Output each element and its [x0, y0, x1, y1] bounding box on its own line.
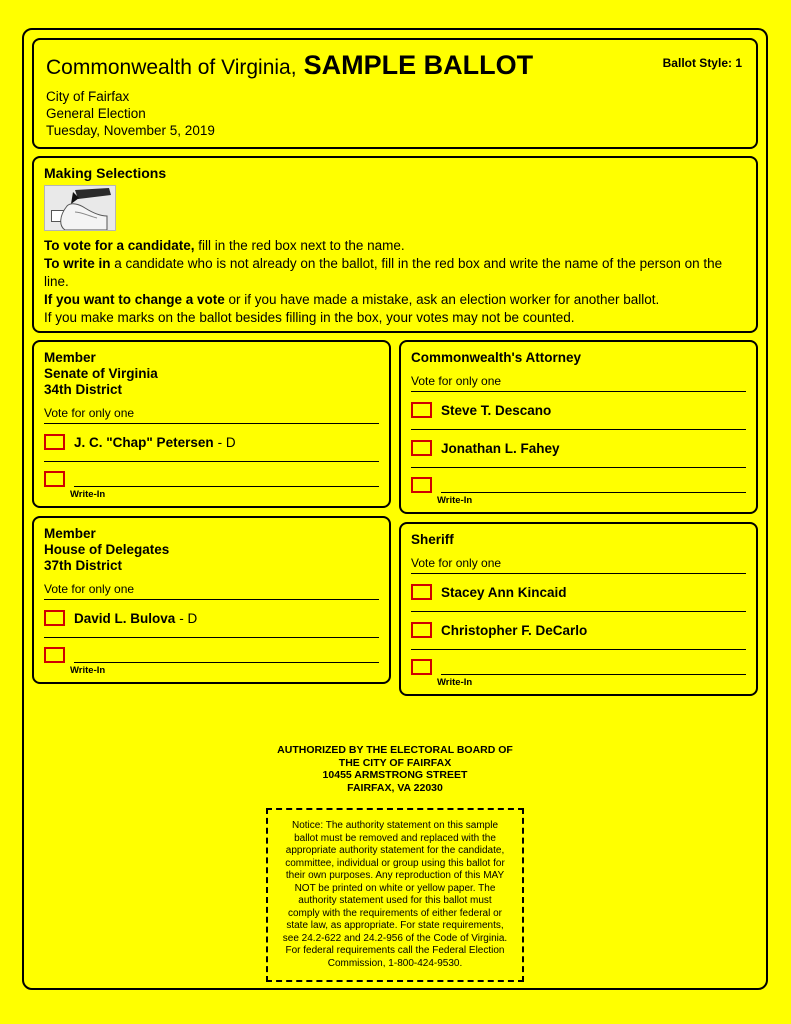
- candidate-option[interactable]: [411, 392, 746, 430]
- write-in-line[interactable]: [441, 478, 746, 493]
- candidate-name: J. C. "Chap" Petersen: [74, 434, 214, 450]
- write-in-label: Write-In: [437, 677, 473, 688]
- vote-box-icon[interactable]: [44, 610, 65, 626]
- write-in-row[interactable]: [44, 471, 379, 487]
- sample-ballot-title: SAMPLE BALLOT: [303, 50, 534, 80]
- ballot-footer: [32, 744, 758, 982]
- ballot-style-label: Ballot Style: 1: [662, 56, 742, 70]
- candidate-option[interactable]: [44, 424, 379, 462]
- contest-title-line: Commonwealth's Attorney: [411, 350, 581, 365]
- contest-senate-of-virginia: [32, 340, 391, 508]
- write-in-option[interactable]: [44, 638, 379, 676]
- candidate-option[interactable]: [411, 612, 746, 650]
- ballot-title: [46, 50, 744, 81]
- making-selections-section: [32, 156, 758, 333]
- write-in-option[interactable]: [411, 650, 746, 688]
- vote-box-icon[interactable]: [44, 471, 65, 487]
- candidate-name: Jonathan L. Fahey: [441, 440, 560, 456]
- contest-title-line: Sheriff: [411, 532, 454, 547]
- write-in-line[interactable]: [74, 472, 379, 487]
- contest-grid: [32, 340, 758, 696]
- making-selections-heading: Making Selections: [44, 165, 167, 181]
- vote-box-icon[interactable]: [411, 477, 432, 493]
- sample-ballot: [22, 28, 768, 990]
- notice-box: Notice: The authority statement on this sample ballot must be removed and replaced with the appropriate authority statement for the candidate, committee, individual or group using this ballot for their own purposes. Any reproduction of this MAY NOT be printed on white or yellow paper. The authority statement used for this ballot must comply with the requirements of either federal or state law, as appropriate. For state requirements, see 24.2-622 and 24.2-956 of the Code of Virginia. For federal requirements call the Federal Election Commission, 1-800-424-9530.: [266, 808, 524, 982]
- vote-box-icon[interactable]: [411, 402, 432, 418]
- contest-title: [44, 526, 379, 574]
- candidate-party: - D: [217, 434, 236, 450]
- instruction-line-3: [44, 291, 746, 309]
- authorization-statement: [32, 744, 758, 794]
- candidate-name: David L. Bulova: [74, 610, 176, 626]
- contest-title-line: Member: [44, 526, 96, 541]
- auth-line: THE CITY OF FAIRFAX: [338, 756, 452, 769]
- contest-title-line: 37th District: [44, 558, 123, 573]
- instruction-2-bold: To write in: [44, 256, 111, 271]
- city-label: City of Fairfax: [46, 89, 130, 104]
- vote-box-icon[interactable]: [44, 647, 65, 663]
- candidate-name: Stacey Ann Kincaid: [441, 584, 567, 600]
- write-in-row[interactable]: [44, 647, 379, 663]
- contest-column-right: [399, 340, 758, 696]
- write-in-label: Write-In: [70, 489, 106, 500]
- candidate-option[interactable]: [44, 600, 379, 638]
- vote-for-instruction: Vote for only one: [44, 406, 379, 424]
- vote-box-icon[interactable]: [411, 659, 432, 675]
- auth-line: AUTHORIZED BY THE ELECTORAL BOARD OF: [277, 744, 513, 756]
- write-in-row[interactable]: [411, 659, 746, 675]
- vote-box-icon[interactable]: [44, 434, 65, 450]
- contest-title: [411, 532, 746, 548]
- contest-column-left: [32, 340, 391, 696]
- vote-box-icon[interactable]: [411, 622, 432, 638]
- candidate-name: Steve T. Descano: [441, 402, 552, 418]
- write-in-line[interactable]: [74, 648, 379, 663]
- write-in-line[interactable]: [441, 660, 746, 675]
- election-date: Tuesday, November 5, 2019: [46, 123, 215, 138]
- write-in-option[interactable]: [44, 462, 379, 500]
- instruction-2-rest: a candidate who is not already on the ballot, fill in the red box and write the name of the person on the line.: [44, 256, 723, 289]
- contest-title-line: Senate of Virginia: [44, 366, 158, 381]
- jurisdiction-title: Commonwealth of Virginia,: [46, 56, 297, 79]
- instruction-line-2: [44, 255, 746, 291]
- write-in-option[interactable]: [411, 468, 746, 506]
- contest-title: [411, 350, 746, 366]
- hand-marking-ballot-icon: [44, 185, 116, 231]
- instruction-1-bold: To vote for a candidate,: [44, 238, 195, 253]
- candidate-name: Christopher F. DeCarlo: [441, 622, 588, 638]
- contest-title-line: House of Delegates: [44, 542, 170, 557]
- write-in-row[interactable]: [411, 477, 746, 493]
- write-in-label: Write-In: [437, 495, 473, 506]
- ballot-header: [32, 38, 758, 149]
- write-in-label: Write-In: [70, 665, 106, 676]
- instruction-line-4: If you make marks on the ballot besides filling in the box, your votes may not be counted.: [44, 310, 575, 325]
- candidate-option[interactable]: [411, 574, 746, 612]
- contest-title-line: 34th District: [44, 382, 123, 397]
- instruction-1-rest: fill in the red box next to the name.: [194, 238, 405, 253]
- vote-for-instruction: Vote for only one: [44, 582, 379, 600]
- contest-title: [44, 350, 379, 398]
- election-info: [46, 88, 744, 139]
- candidate-party: - D: [179, 610, 198, 626]
- contest-sheriff: [399, 522, 758, 696]
- vote-for-instruction: Vote for only one: [411, 374, 746, 392]
- contest-commonwealths-attorney: [399, 340, 758, 514]
- vote-for-instruction: Vote for only one: [411, 556, 746, 574]
- auth-line: 10455 ARMSTRONG STREET: [322, 769, 468, 781]
- auth-line: FAIRFAX, VA 22030: [347, 781, 443, 794]
- instruction-3-bold: If you want to change a vote: [44, 292, 225, 307]
- vote-box-icon[interactable]: [411, 584, 432, 600]
- hand-pen-shape: [45, 186, 115, 230]
- vote-box-icon[interactable]: [411, 440, 432, 456]
- candidate-option[interactable]: [411, 430, 746, 468]
- instruction-line-1: [44, 237, 746, 255]
- contest-house-of-delegates: [32, 516, 391, 684]
- election-label: General Election: [46, 106, 146, 121]
- contest-title-line: Member: [44, 350, 96, 365]
- instruction-3-rest: or if you have made a mistake, ask an election worker for another ballot.: [224, 292, 660, 307]
